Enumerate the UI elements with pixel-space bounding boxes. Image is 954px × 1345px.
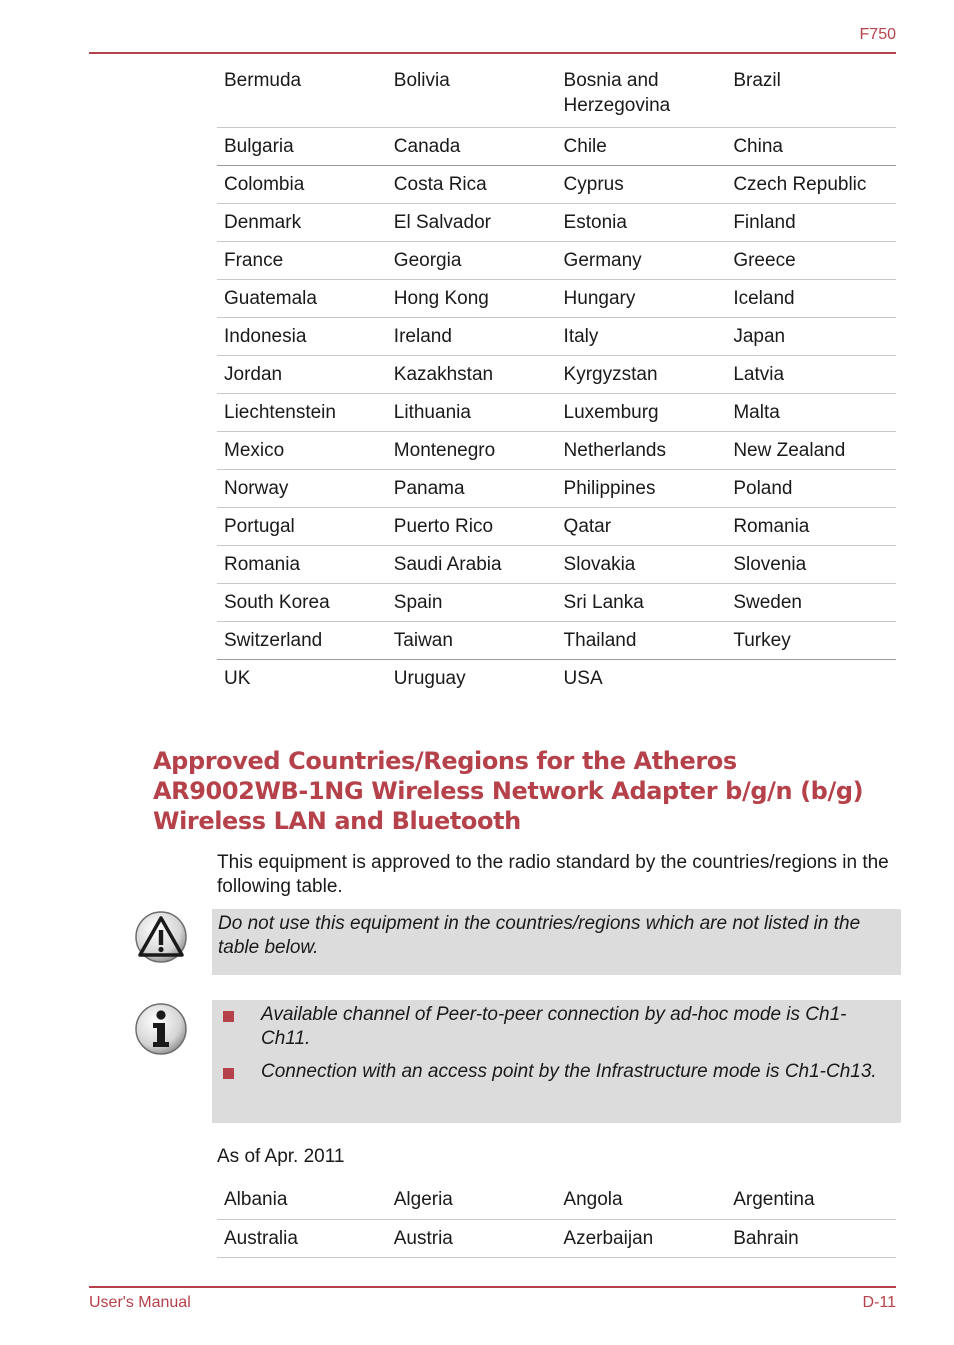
- table-cell: Estonia: [557, 203, 727, 241]
- table-cell: Thailand: [557, 621, 727, 659]
- table-cell: Bermuda: [217, 65, 387, 127]
- table-row: [217, 583, 896, 621]
- table-cell: Lithuania: [387, 393, 557, 431]
- country-table: [217, 1181, 896, 1258]
- table-cell: Algeria: [387, 1181, 557, 1219]
- table-cell: South Korea: [217, 583, 387, 621]
- table-cell: Liechtenstein: [217, 393, 387, 431]
- table-cell: El Salvador: [387, 203, 557, 241]
- section-intro: This equipment is approved to the radio standard by the countries/regions in the following table.: [217, 852, 889, 897]
- table-cell: Bolivia: [387, 65, 557, 127]
- table-cell: Ireland: [387, 317, 557, 355]
- table-cell: Poland: [726, 469, 896, 507]
- page-model-label: F750: [859, 26, 896, 43]
- table-cell: Japan: [726, 317, 896, 355]
- table-row: [217, 203, 896, 241]
- table-cell: Cyprus: [557, 165, 727, 203]
- bullet-square-icon: [223, 1068, 234, 1079]
- table-cell: Canada: [387, 127, 557, 165]
- table-row: [217, 317, 896, 355]
- table-cell: Angola: [556, 1181, 726, 1219]
- country-table-continued: [217, 65, 896, 697]
- table-row: [217, 621, 896, 659]
- footer-divider: [89, 1286, 896, 1288]
- table-cell: Uruguay: [393, 667, 466, 689]
- info-icon: [134, 1002, 188, 1056]
- table-cell: Denmark: [217, 203, 387, 241]
- table-cell: Latvia: [726, 355, 896, 393]
- caution-text: Do not use this equipment in the countries/regions which are not listed in the table below.: [218, 913, 861, 958]
- table-cell: Romania: [726, 507, 896, 545]
- table-row: [217, 127, 896, 165]
- table-cell: Chile: [557, 127, 727, 165]
- table-cell: Puerto Rico: [387, 507, 557, 545]
- table-row: [217, 545, 896, 583]
- table-cell: Australia: [217, 1219, 387, 1257]
- as-of-date: As of Apr. 2011: [217, 1146, 345, 1167]
- table-cell: Guatemala: [217, 279, 387, 317]
- table-cell: UK: [224, 667, 251, 689]
- info-list: [218, 1003, 891, 1084]
- footer-page-number: D-11: [862, 1294, 896, 1311]
- table-cell: China: [726, 127, 896, 165]
- table-cell: Georgia: [387, 241, 557, 279]
- table-row: [217, 507, 896, 545]
- table-cell: Hungary: [557, 279, 727, 317]
- table-cell: Austria: [387, 1219, 557, 1257]
- table-cell: Colombia: [217, 165, 387, 203]
- table-row: [217, 659, 896, 697]
- table-cell: Argentina: [726, 1181, 896, 1219]
- table-cell: [726, 659, 896, 697]
- section-heading: Approved Countries/Regions for the Atheros AR9002WB-1NG Wireless Network Adapter b/g/n (b/g) Wireless LAN and Bluetooth: [153, 747, 864, 835]
- table-cell: Switzerland: [217, 621, 387, 659]
- table-cell: Slovenia: [726, 545, 896, 583]
- table-cell: Portugal: [217, 507, 387, 545]
- header-divider: [89, 52, 896, 54]
- table-cell: Germany: [557, 241, 727, 279]
- table-row: [217, 431, 896, 469]
- table-cell: Luxemburg: [557, 393, 727, 431]
- table-cell: Italy: [557, 317, 727, 355]
- table-cell: Sri Lanka: [557, 583, 727, 621]
- table-cell: Jordan: [217, 355, 387, 393]
- table-cell: Romania: [217, 545, 387, 583]
- table-cell: Norway: [217, 469, 387, 507]
- table-cell: Turkey: [726, 621, 896, 659]
- table-cell: Hong Kong: [387, 279, 557, 317]
- info-list-item: Available channel of Peer-to-peer connection by ad-hoc mode is Ch1-Ch11.: [218, 1003, 891, 1051]
- table-cell: Kyrgyzstan: [557, 355, 727, 393]
- table-cell: Greece: [726, 241, 896, 279]
- info-note: [212, 1000, 901, 1123]
- table-cell: Slovakia: [557, 545, 727, 583]
- table-cell: Bosnia and Herzegovina: [557, 65, 727, 127]
- table-cell: Qatar: [557, 507, 727, 545]
- table-cell: Czech Republic: [726, 165, 896, 203]
- table-cell: Mexico: [217, 431, 387, 469]
- table-cell: Malta: [726, 393, 896, 431]
- table-cell: Saudi Arabia: [387, 545, 557, 583]
- table-cell: Netherlands: [557, 431, 727, 469]
- table-cell: Panama: [387, 469, 557, 507]
- table-cell: France: [217, 241, 387, 279]
- table-cell: Spain: [387, 583, 557, 621]
- table-cell: Philippines: [557, 469, 727, 507]
- table-row: [217, 393, 896, 431]
- table-cell: Brazil: [726, 65, 896, 127]
- table-cell: Azerbaijan: [556, 1219, 726, 1257]
- info-list-item: Connection with an access point by the Infrastructure mode is Ch1-Ch13.: [218, 1060, 891, 1084]
- bullet-square-icon: [223, 1011, 234, 1022]
- table-row: [217, 1219, 896, 1257]
- table-cell: Iceland: [726, 279, 896, 317]
- table-cell: Indonesia: [217, 317, 387, 355]
- table-cell: Taiwan: [387, 621, 557, 659]
- table-row: [217, 279, 896, 317]
- table-cell: Kazakhstan: [387, 355, 557, 393]
- table-cell: Bulgaria: [217, 127, 387, 165]
- table-cell: Sweden: [726, 583, 896, 621]
- caution-note: [212, 909, 901, 975]
- table-row: [217, 165, 896, 203]
- table-cell: Finland: [726, 203, 896, 241]
- table-row: [217, 1181, 896, 1219]
- table-cell: Albania: [217, 1181, 387, 1219]
- table-cell: Costa Rica: [387, 165, 557, 203]
- table-cell: Bahrain: [726, 1219, 896, 1257]
- table-row: [217, 355, 896, 393]
- table-cell: USA: [563, 667, 603, 689]
- footer-manual-label: User's Manual: [89, 1294, 191, 1311]
- warning-triangle-icon: [134, 910, 188, 964]
- table-row: [217, 469, 896, 507]
- table-cell: Montenegro: [387, 431, 557, 469]
- table-row: [217, 241, 896, 279]
- table-cell: New Zealand: [726, 431, 896, 469]
- table-row: [217, 65, 896, 127]
